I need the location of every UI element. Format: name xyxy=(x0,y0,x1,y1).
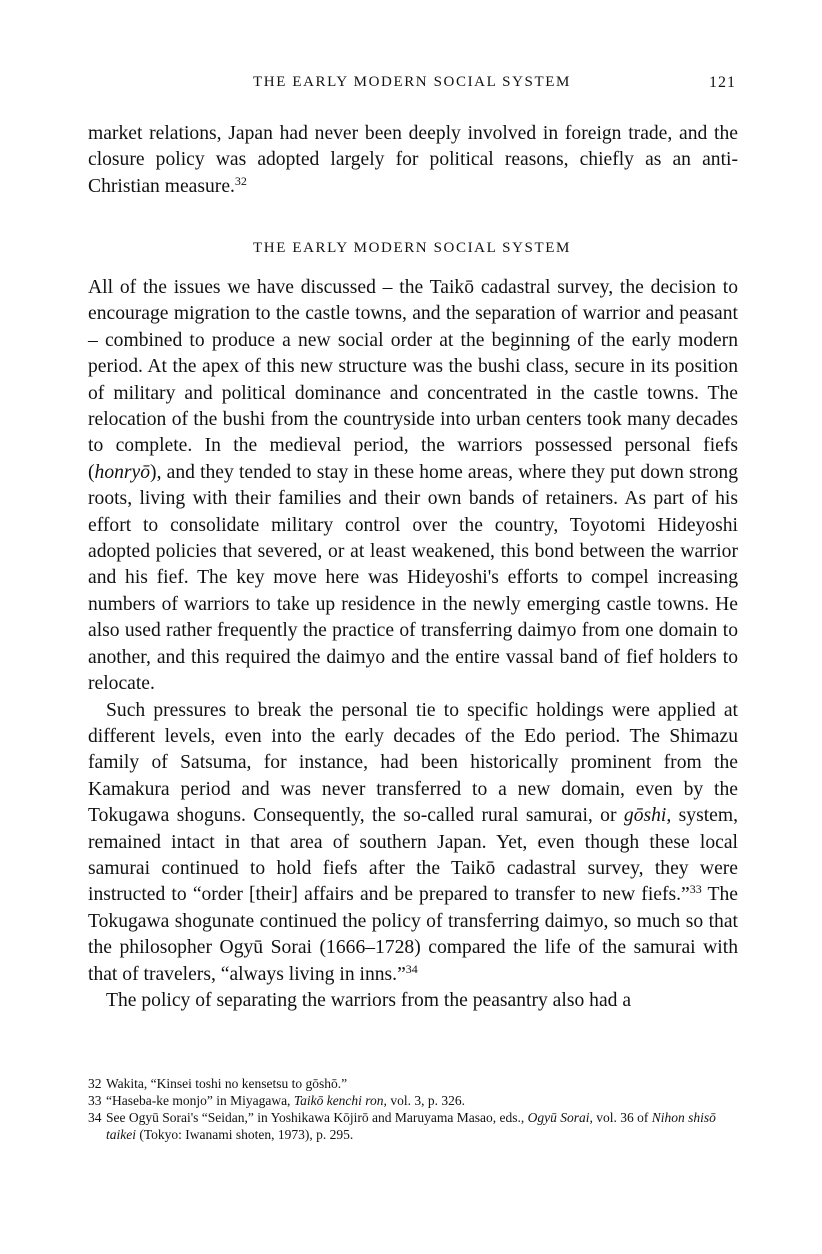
paragraph-text: ), and they tended to stay in these home areas, where they put down strong roots, living with their families and their own bands of retainers. As part of his effort to consolidate military control over the country, Toyotomi Hideyoshi adopted policies that severed, or at least weakened, this bond between the warrior and his fief. The key move here was Hideyoshi's efforts to compel increasing numbers of warriors to take up residence in the newly emerging castle towns. He also used rather frequently the practice of transferring daimyo from one domain to another, and this required the daimyo and the entire vassal band of fief holders to relocate. xyxy=(88,461,738,695)
section-heading: THE EARLY MODERN SOCIAL SYSTEM xyxy=(253,240,571,256)
paragraph-3: The policy of separating the warriors from the peasantry also had a xyxy=(106,989,632,1011)
footnote-text: “Haseba-ke monjo” in Miyagawa, Taikō kenchi ron, vol. 3, p. 326. xyxy=(106,1093,465,1108)
footnote-ref-34: 34 xyxy=(405,961,418,976)
footnote-number: 32 xyxy=(88,1076,102,1091)
running-title: THE EARLY MODERN SOCIAL SYSTEM xyxy=(253,74,571,90)
paragraph-text: All of the issues we have discussed – the Taikō cadastral survey, the decision to encourage migration to the castle towns, and the separation of warrior and peasant – combined to produce a new social order at the beginning of the early modern period. At the apex of this new structure was the bushi class, secure in its position of military and political dominance and concentrated in the castle towns. The relocation of the bushi from the countryside into urban centers took many decades to complete. In the medieval period, the warriors possessed personal fiefs ( xyxy=(88,277,738,483)
section-body xyxy=(88,275,738,1014)
paragraph-text: market relations, Japan had never been deeply involved in foreign trade, and the closure policy was adopted largely for political reasons, chiefly as an anti-Christian measure. xyxy=(88,123,738,197)
footnote-33 xyxy=(88,1092,738,1109)
italic-term: gōshi, xyxy=(623,805,672,827)
running-header xyxy=(88,74,736,98)
paragraph-text: Such pressures to break the personal tie to specific holdings were applied at different levels, even into the early decades of the Edo period. The Shimazu family of Satsuma, for instance, had been historically prominent from the Kamakura period and was never transferred to a new domain, even by the Tokugawa shoguns. Consequently, the so-called rural samurai, or xyxy=(88,699,738,827)
italic-title: Taikō kenchi ron, xyxy=(293,1093,387,1108)
footnote-number: 33 xyxy=(88,1093,102,1108)
page-number: 121 xyxy=(709,74,736,91)
paragraph-1 xyxy=(88,275,738,698)
footnotes xyxy=(88,1075,738,1143)
paragraph-text: system, remained intact in that area of southern Japan. Yet, even though these local samurai continued to hold fiefs after the Taikō cadastral survey, they were instructed to “order [their] affairs and be prepared to transfer to new fiefs.” xyxy=(88,805,738,906)
paragraph-2 xyxy=(88,698,738,988)
footnote-text: See Ogyū Sorai's “Seidan,” in Yoshikawa Kōjirō and Maruyama Masao, eds., Ogyū Sorai, vol. 36 of Nihon shisō taikei (Tokyo: Iwanami shoten, 1973), p. 295. xyxy=(106,1110,716,1142)
footnote-32 xyxy=(88,1075,738,1092)
footnote-text: Wakita, “Kinsei toshi no kensetsu to gōshō.” xyxy=(106,1076,348,1091)
continuation-paragraph xyxy=(88,121,738,200)
paragraph-text: The Tokugawa shogunate continued the policy of transferring daimyo, so much so that the philosopher Ogyū Sorai (1666–1728) compared the life of the samurai with that of travelers, “always living in inns.” xyxy=(88,884,738,985)
footnote-number: 34 xyxy=(88,1110,102,1125)
italic-title: Nihon shisō taikei xyxy=(106,1110,716,1142)
footnote-ref-33: 33 xyxy=(689,882,702,897)
footnote-34 xyxy=(88,1109,738,1143)
italic-term: honryō xyxy=(94,461,151,483)
footnote-ref-32: 32 xyxy=(234,173,247,188)
italic-title: Ogyū Sorai, xyxy=(527,1110,593,1125)
